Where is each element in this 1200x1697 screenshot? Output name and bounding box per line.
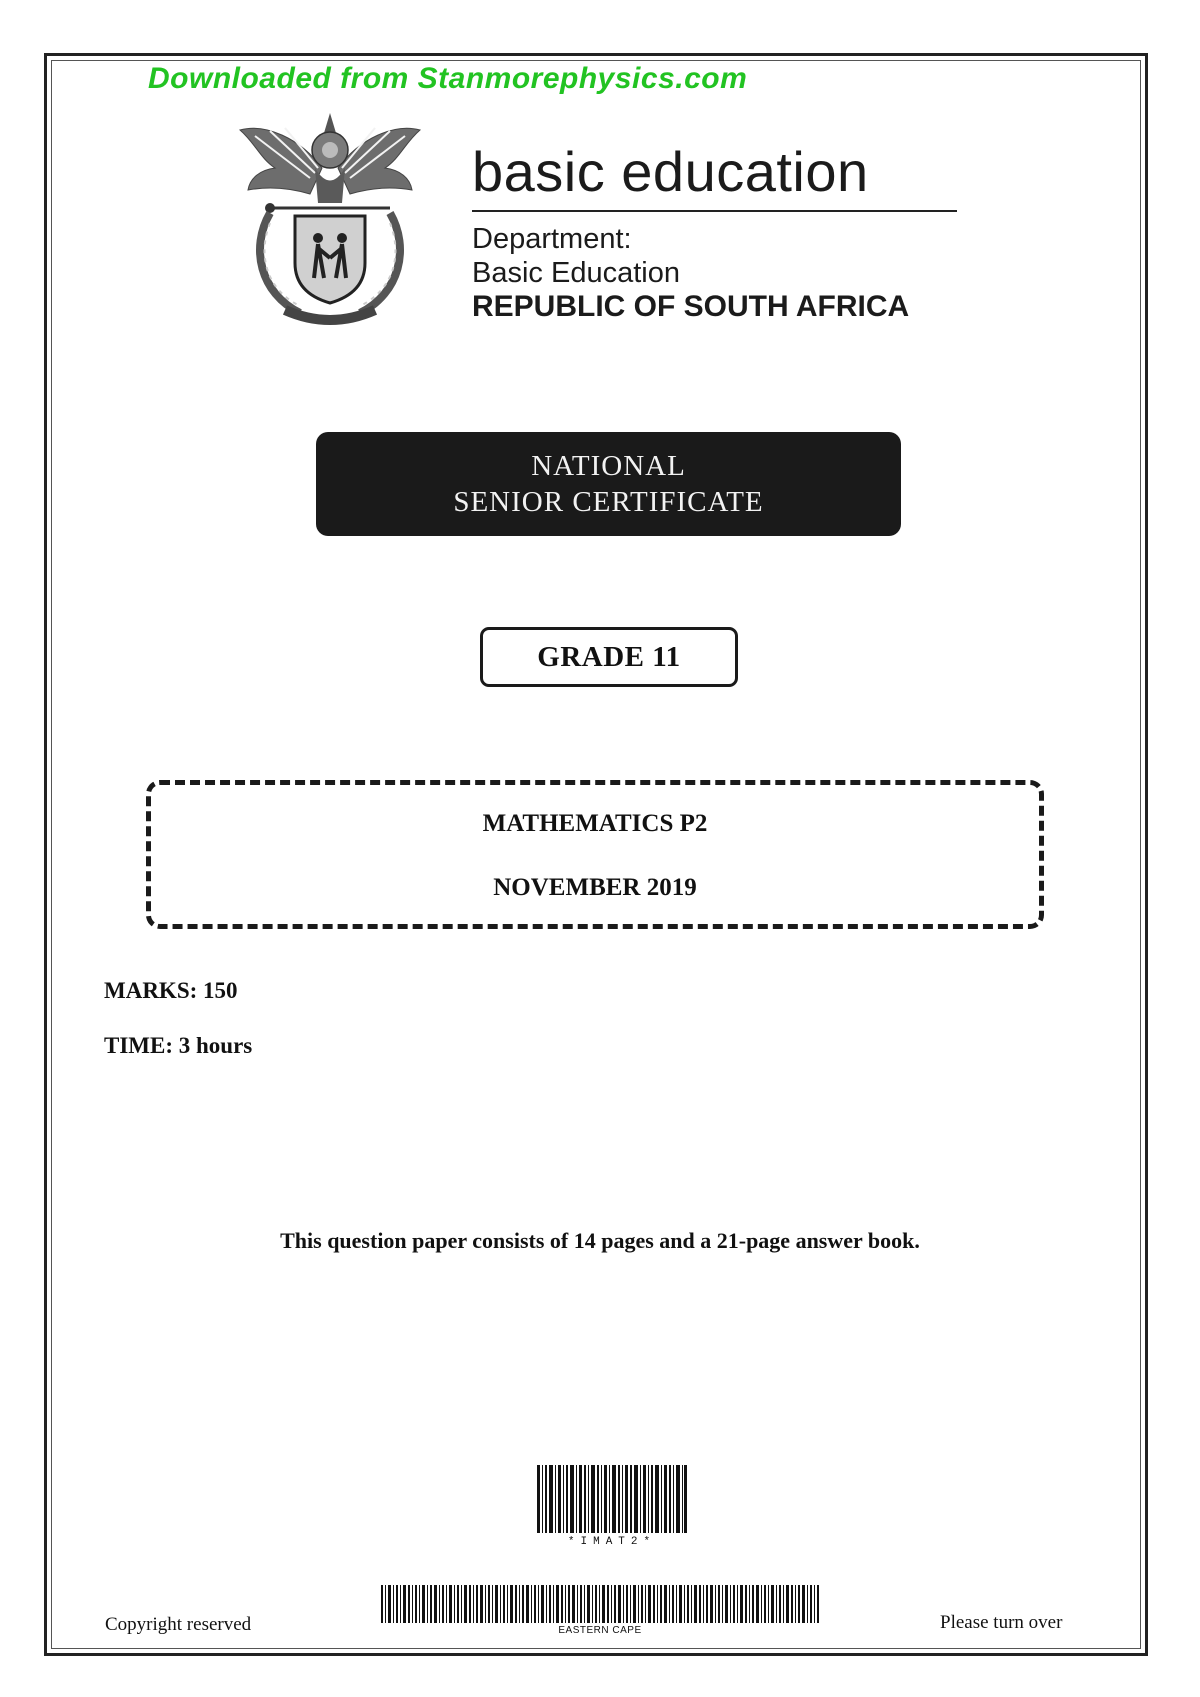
download-watermark: Downloaded from Stanmorephysics.com [148, 62, 748, 95]
time-label: TIME: 3 hours [104, 1033, 253, 1058]
department-title: basic education [472, 140, 957, 212]
certificate-banner [316, 432, 901, 536]
coat-of-arms-icon [230, 98, 430, 333]
barcode-region: EASTERN CAPE [558, 1625, 642, 1636]
paper-consists-note: This question paper consists of 14 pages and a 21-page answer book. [280, 1228, 920, 1253]
exam-date: NOVEMBER 2019 [493, 874, 697, 901]
department-name: Basic Education [472, 257, 680, 289]
department-label: Department: [472, 223, 632, 255]
grade-label: GRADE 11 [480, 627, 738, 687]
certificate-line-1: NATIONAL [531, 450, 686, 482]
certificate-line-2: SENIOR CERTIFICATE [453, 486, 764, 518]
marks-label: MARKS: 150 [104, 978, 238, 1003]
subject-box [146, 780, 1044, 929]
barcode-icon [537, 1465, 687, 1533]
region-barcode-icon [381, 1585, 819, 1623]
copyright-note: Copyright reserved [105, 1614, 252, 1635]
subject-name: MATHEMATICS P2 [482, 810, 708, 837]
country-name: REPUBLIC OF SOUTH AFRICA [472, 290, 910, 323]
department-header [472, 140, 957, 324]
barcode-code: *IMAT2* [567, 1536, 657, 1548]
turn-over-note: Please turn over [940, 1612, 1063, 1633]
